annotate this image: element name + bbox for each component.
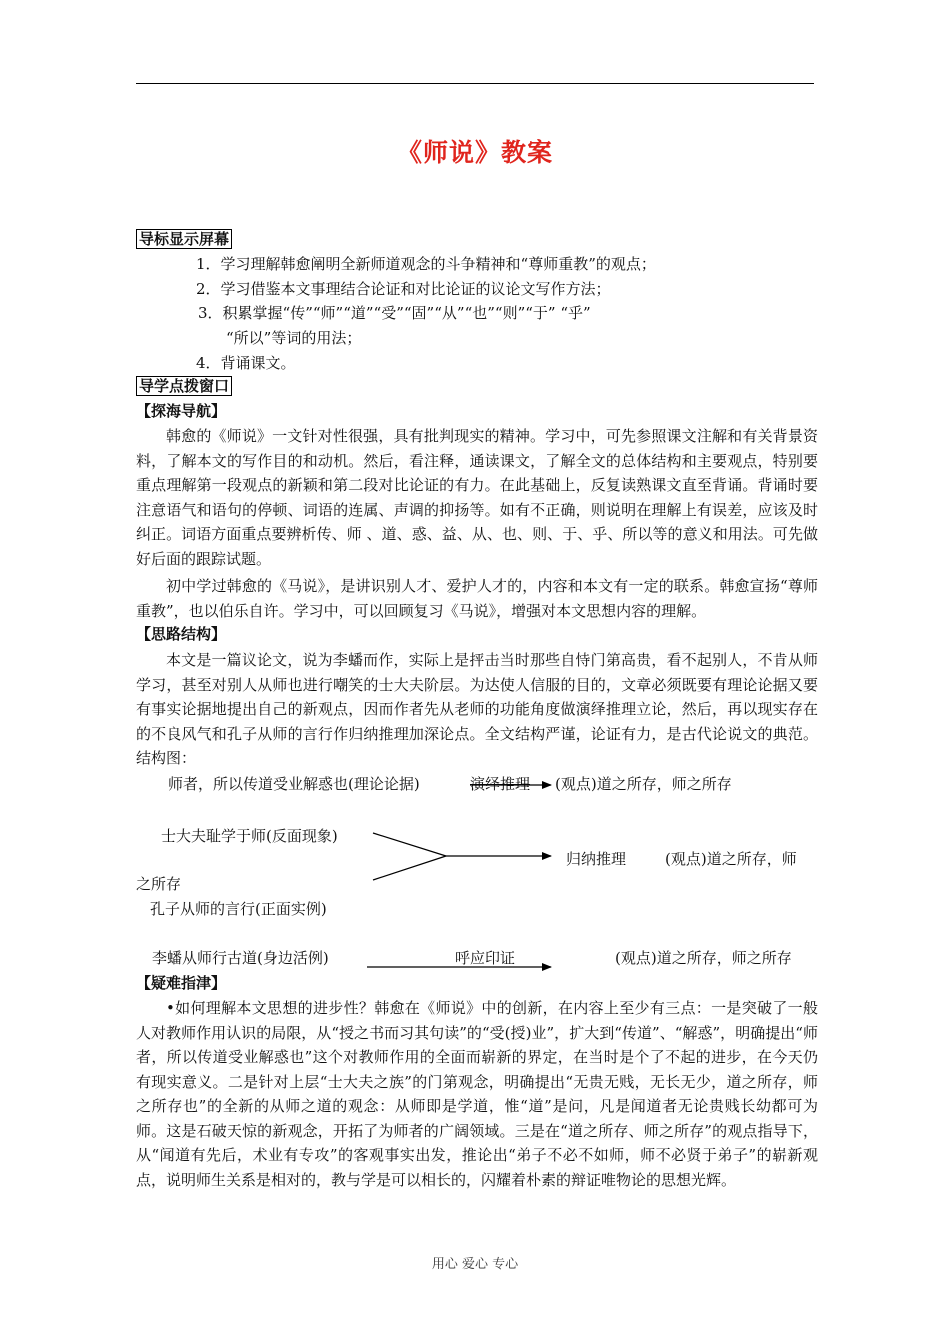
diagram-conclusion-2: (观点)道之所存，师 bbox=[665, 850, 797, 868]
goals-heading: 导标显示屏幕 bbox=[136, 229, 232, 249]
explore-paragraph-1: 韩愈的《师说》一文针对性很强，具有批判现实的精神。学习中，可先参照课文注解和有关背景资料，了解本文的写作目的和动机。然后，看注释，通读课文，了解全文的总体结构和主要观点，特别要重点理解第一段观点的新颖和第二段对比论证的有力。在此基础上，反复读熟课文直至背诵。背诵时要注意语气和语句的停顿、词语的连属、声调的抑扬等。如有不正确，则说明在理解上有误差，应该及时纠正。词语方面重点要辨析传、师 、道、惑、益、从、也、则、于、乎、所以等的意义和用法。可先做好后面的跟踪试题。 bbox=[136, 427, 818, 568]
page-title: 《师说》教案 bbox=[396, 138, 553, 167]
converge-top-line bbox=[373, 833, 446, 856]
diagram-theory-premise: 师者，所以传道受业解惑也(理论论据) bbox=[168, 775, 420, 793]
diagram-induction-label: 归纳推理 bbox=[566, 850, 627, 868]
goal-item-1: 1．学习理解韩愈阐明全新师道观念的斗争精神和“尊师重教”的观点； bbox=[196, 255, 656, 273]
converge-bottom-line bbox=[373, 856, 446, 880]
goal-item-3-cont: “所以”等词的用法； bbox=[226, 329, 362, 347]
goal-item-3: 3．积累掌握“传”“师”“道”“受”“固”“从”“也”“则”“于” “乎” bbox=[198, 304, 591, 322]
explore-heading: 【探海导航】 bbox=[136, 402, 227, 420]
diagram-positive-case: 孔子从师的言行(正面实例) bbox=[150, 900, 327, 918]
diagram-conclusion-3: (观点)道之所存，师之所存 bbox=[615, 949, 792, 967]
diagram-conclusion-1: (观点)道之所存，师之所存 bbox=[555, 775, 732, 793]
explore-paragraph-2: 初中学过韩愈的《马说》，是讲识别人才、爱护人才的，内容和本文有一定的联系。韩愈宣扬“尊师重教”，也以伯乐自许。学习中，可以回顾复习《马说》，增强对本文思想内容的理解。 bbox=[136, 577, 818, 620]
diagram-living-case: 李蟠从师行古道(身边活例) bbox=[152, 949, 329, 967]
guide-heading: 导学点拨窗口 bbox=[136, 376, 232, 396]
page-footer: 用心 爱心 专心 bbox=[431, 1257, 519, 1272]
diagram-echo-label: 呼应印证 bbox=[455, 949, 516, 967]
difficulty-heading: 【疑难指津】 bbox=[136, 974, 227, 992]
diagram-negative-case: 士大夫耻学于师(反面现象) bbox=[161, 827, 338, 845]
goal-item-2: 2．学习借鉴本文事理结合论证和对比论证的议论文写作方法； bbox=[196, 280, 611, 298]
diagram-conclusion-2-wrap: 之所存 bbox=[136, 875, 182, 893]
goal-item-4: 4．背诵课文。 bbox=[196, 354, 296, 372]
diagram-deduction-label: 演绎推理 bbox=[470, 775, 531, 793]
structure-paragraph: 本文是一篇议论文，说为李蟠而作，实际上是抨击当时那些自恃门第高贵，看不起别人，不肯从师学习，甚至对别人从师也进行嘲笑的士大夫阶层。为达使人信服的目的，文章必须既要有理论论据又要有事实论据地提出自己的新观点，因而作者先从老师的功能角度做演绎推理立论，然后，再以现实存在的不良风气和孔子从师的言行作归纳推理加深论点。全文结构严谨，论证有力，是古代论说文的典范。结构图： bbox=[136, 651, 818, 767]
structure-heading: 【思路结构】 bbox=[136, 625, 227, 643]
difficulty-paragraph: •如何理解本文思想的进步性？韩愈在《师说》中的创新，在内容上至少有三点：一是突破了一般人对教师作用认识的局限，从“授之书而习其句读”的“受(授)业”，扩大到“传道”、“解惑”，明确提出“师者，所以传道受业解惑也”这个对教师作用的全面而崭新的界定，在当时是个了不起的进步，在今天仍有现实意义。二是针对上层“士大夫之族”的门第观念，明确提出“无贵无贱，无长无少，道之所存，师之所存也”的全新的从师之道的观念：从师即是学道，惟“道”是问，凡是闻道者无论贵贱长幼都可为师。这是石破天惊的新观念，开拓了为师者的广阔领域。三是在“道之所存、师之所存”的观点指导下，从“闻道有先后，术业有专攻”的客观事实出发，推论出“弟子不必不如师，师不必贤于弟子”的崭新观点，说明师生关系是相对的，教与学是可以相长的，闪耀着朴素的辩证唯物论的思想光辉。 bbox=[136, 999, 818, 1189]
